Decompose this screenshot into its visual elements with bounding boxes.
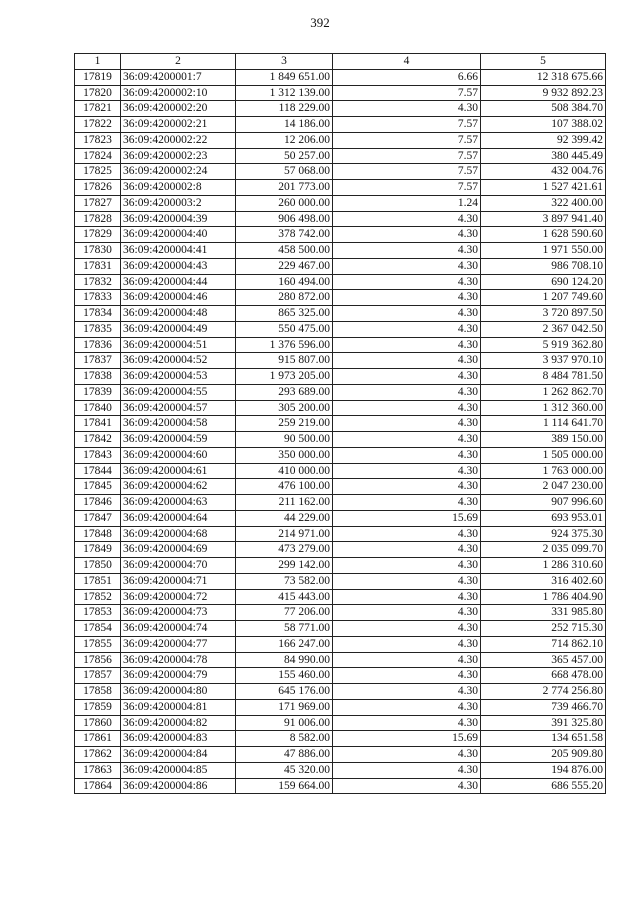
area-cell: 229 467.00 (236, 258, 333, 274)
area-cell: 906 498.00 (236, 211, 333, 227)
value-cell: 365 457.00 (481, 652, 606, 668)
cadastral-number-cell: 36:09:4200004:82 (121, 715, 236, 731)
row-number-cell: 17841 (75, 416, 121, 432)
table-row (75, 164, 606, 180)
table-row (75, 542, 606, 558)
table-row (75, 69, 606, 85)
row-number-cell: 17828 (75, 211, 121, 227)
area-cell: 91 006.00 (236, 715, 333, 731)
cadastral-number-cell: 36:09:4200004:73 (121, 605, 236, 621)
rate-cell: 4.30 (333, 558, 481, 574)
cadastral-number-cell: 36:09:4200004:64 (121, 510, 236, 526)
table-row (75, 416, 606, 432)
table-row (75, 369, 606, 385)
row-number-cell: 17845 (75, 479, 121, 495)
value-cell: 1 786 404.90 (481, 589, 606, 605)
area-cell: 645 176.00 (236, 684, 333, 700)
header-row (75, 54, 606, 70)
value-cell: 986 708.10 (481, 258, 606, 274)
value-cell: 2 774 256.80 (481, 684, 606, 700)
area-cell: 201 773.00 (236, 180, 333, 196)
row-number-cell: 17831 (75, 258, 121, 274)
area-cell: 77 206.00 (236, 605, 333, 621)
table-row (75, 85, 606, 101)
cadastral-number-cell: 36:09:4200004:86 (121, 778, 236, 794)
table-row (75, 258, 606, 274)
cadastral-number-cell: 36:09:4200004:41 (121, 243, 236, 259)
table-row (75, 195, 606, 211)
table-row (75, 384, 606, 400)
table-row (75, 321, 606, 337)
value-cell: 1 505 000.00 (481, 447, 606, 463)
table-row (75, 432, 606, 448)
cadastral-number-cell: 36:09:4200004:68 (121, 526, 236, 542)
rate-cell: 4.30 (333, 211, 481, 227)
rate-cell: 4.30 (333, 573, 481, 589)
area-cell: 73 582.00 (236, 573, 333, 589)
row-number-cell: 17821 (75, 101, 121, 117)
value-cell: 8 484 781.50 (481, 369, 606, 385)
rate-cell: 4.30 (333, 400, 481, 416)
area-cell: 915 807.00 (236, 353, 333, 369)
rate-cell: 4.30 (333, 526, 481, 542)
value-cell: 3 937 970.10 (481, 353, 606, 369)
rate-cell: 4.30 (333, 778, 481, 794)
rate-cell: 4.30 (333, 479, 481, 495)
rate-cell: 7.57 (333, 85, 481, 101)
row-number-cell: 17840 (75, 400, 121, 416)
column-header-5: 5 (481, 54, 606, 70)
row-number-cell: 17850 (75, 558, 121, 574)
area-cell: 14 186.00 (236, 117, 333, 133)
table-row (75, 353, 606, 369)
row-number-cell: 17856 (75, 652, 121, 668)
area-cell: 118 229.00 (236, 101, 333, 117)
area-cell: 8 582.00 (236, 731, 333, 747)
data-table (74, 53, 606, 794)
value-cell: 690 124.20 (481, 274, 606, 290)
cadastral-number-cell: 36:09:4200004:49 (121, 321, 236, 337)
row-number-cell: 17849 (75, 542, 121, 558)
rate-cell: 1.24 (333, 195, 481, 211)
area-cell: 1 849 651.00 (236, 69, 333, 85)
table-row (75, 447, 606, 463)
area-cell: 299 142.00 (236, 558, 333, 574)
row-number-cell: 17847 (75, 510, 121, 526)
value-cell: 714 862.10 (481, 636, 606, 652)
cadastral-number-cell: 36:09:4200004:57 (121, 400, 236, 416)
row-number-cell: 17852 (75, 589, 121, 605)
row-number-cell: 17851 (75, 573, 121, 589)
area-cell: 90 500.00 (236, 432, 333, 448)
cadastral-number-cell: 36:09:4200004:52 (121, 353, 236, 369)
cadastral-number-cell: 36:09:4200002:24 (121, 164, 236, 180)
row-number-cell: 17861 (75, 731, 121, 747)
value-cell: 1 763 000.00 (481, 463, 606, 479)
table-row (75, 274, 606, 290)
cadastral-number-cell: 36:09:4200004:85 (121, 762, 236, 778)
cadastral-number-cell: 36:09:4200004:60 (121, 447, 236, 463)
area-cell: 57 068.00 (236, 164, 333, 180)
row-number-cell: 17846 (75, 495, 121, 511)
table-row (75, 400, 606, 416)
rate-cell: 4.30 (333, 432, 481, 448)
rate-cell: 4.30 (333, 243, 481, 259)
rate-cell: 4.30 (333, 747, 481, 763)
value-cell: 432 004.76 (481, 164, 606, 180)
table-row (75, 132, 606, 148)
area-cell: 160 494.00 (236, 274, 333, 290)
area-cell: 259 219.00 (236, 416, 333, 432)
cadastral-number-cell: 36:09:4200002:10 (121, 85, 236, 101)
cadastral-number-cell: 36:09:4200004:48 (121, 306, 236, 322)
table-row (75, 495, 606, 511)
cadastral-number-cell: 36:09:4200002:23 (121, 148, 236, 164)
area-cell: 211 162.00 (236, 495, 333, 511)
cadastral-number-cell: 36:09:4200004:53 (121, 369, 236, 385)
table-row (75, 668, 606, 684)
rate-cell: 4.30 (333, 762, 481, 778)
cadastral-number-cell: 36:09:4200004:71 (121, 573, 236, 589)
area-cell: 166 247.00 (236, 636, 333, 652)
row-number-cell: 17862 (75, 747, 121, 763)
value-cell: 2 035 099.70 (481, 542, 606, 558)
cadastral-number-cell: 36:09:4200004:74 (121, 621, 236, 637)
rate-cell: 4.30 (333, 321, 481, 337)
rate-cell: 4.30 (333, 274, 481, 290)
table-row (75, 747, 606, 763)
value-cell: 316 402.60 (481, 573, 606, 589)
value-cell: 3 720 897.50 (481, 306, 606, 322)
cadastral-number-cell: 36:09:4200004:70 (121, 558, 236, 574)
table-row (75, 243, 606, 259)
area-cell: 473 279.00 (236, 542, 333, 558)
cadastral-number-cell: 36:09:4200004:44 (121, 274, 236, 290)
value-cell: 380 445.49 (481, 148, 606, 164)
cadastral-number-cell: 36:09:4200001:7 (121, 69, 236, 85)
area-cell: 293 689.00 (236, 384, 333, 400)
cadastral-number-cell: 36:09:4200004:46 (121, 290, 236, 306)
table-row (75, 290, 606, 306)
table-row (75, 778, 606, 794)
value-cell: 1 286 310.60 (481, 558, 606, 574)
rate-cell: 4.30 (333, 542, 481, 558)
rate-cell: 7.57 (333, 117, 481, 133)
page-number: 392 (310, 15, 330, 30)
cadastral-number-cell: 36:09:4200004:72 (121, 589, 236, 605)
row-number-cell: 17825 (75, 164, 121, 180)
value-cell: 389 150.00 (481, 432, 606, 448)
value-cell: 1 628 590.60 (481, 227, 606, 243)
row-number-cell: 17838 (75, 369, 121, 385)
rate-cell: 4.30 (333, 605, 481, 621)
cadastral-number-cell: 36:09:4200004:84 (121, 747, 236, 763)
area-cell: 350 000.00 (236, 447, 333, 463)
table-row (75, 636, 606, 652)
cadastral-number-cell: 36:09:4200002:8 (121, 180, 236, 196)
area-cell: 1 376 596.00 (236, 337, 333, 353)
rate-cell: 7.57 (333, 132, 481, 148)
rate-cell: 15.69 (333, 731, 481, 747)
row-number-cell: 17855 (75, 636, 121, 652)
area-cell: 155 460.00 (236, 668, 333, 684)
cadastral-number-cell: 36:09:4200004:40 (121, 227, 236, 243)
table-header (75, 54, 606, 70)
rate-cell: 4.30 (333, 636, 481, 652)
cadastral-number-cell: 36:09:4200004:69 (121, 542, 236, 558)
cadastral-number-cell: 36:09:4200004:83 (121, 731, 236, 747)
rate-cell: 4.30 (333, 290, 481, 306)
area-cell: 410 000.00 (236, 463, 333, 479)
row-number-cell: 17843 (75, 447, 121, 463)
table-row (75, 558, 606, 574)
rate-cell: 4.30 (333, 227, 481, 243)
area-cell: 12 206.00 (236, 132, 333, 148)
row-number-cell: 17833 (75, 290, 121, 306)
table-row (75, 463, 606, 479)
value-cell: 5 919 362.80 (481, 337, 606, 353)
value-cell: 1 207 749.60 (481, 290, 606, 306)
value-cell: 1 971 550.00 (481, 243, 606, 259)
area-cell: 58 771.00 (236, 621, 333, 637)
area-cell: 415 443.00 (236, 589, 333, 605)
row-number-cell: 17848 (75, 526, 121, 542)
rate-cell: 4.30 (333, 353, 481, 369)
rate-cell: 4.30 (333, 447, 481, 463)
table-row (75, 715, 606, 731)
area-cell: 305 200.00 (236, 400, 333, 416)
area-cell: 378 742.00 (236, 227, 333, 243)
area-cell: 280 872.00 (236, 290, 333, 306)
table-row (75, 306, 606, 322)
value-cell: 1 262 862.70 (481, 384, 606, 400)
column-header-4: 4 (333, 54, 481, 70)
column-header-1: 1 (75, 54, 121, 70)
value-cell: 2 047 230.00 (481, 479, 606, 495)
rate-cell: 4.30 (333, 495, 481, 511)
rate-cell: 4.30 (333, 715, 481, 731)
cadastral-number-cell: 36:09:4200004:61 (121, 463, 236, 479)
value-cell: 686 555.20 (481, 778, 606, 794)
cadastral-number-cell: 36:09:4200004:77 (121, 636, 236, 652)
row-number-cell: 17858 (75, 684, 121, 700)
table-row (75, 211, 606, 227)
table-row (75, 684, 606, 700)
table-row (75, 652, 606, 668)
row-number-cell: 17826 (75, 180, 121, 196)
row-number-cell: 17837 (75, 353, 121, 369)
table-row (75, 148, 606, 164)
cadastral-number-cell: 36:09:4200002:22 (121, 132, 236, 148)
value-cell: 668 478.00 (481, 668, 606, 684)
row-number-cell: 17854 (75, 621, 121, 637)
rate-cell: 4.30 (333, 416, 481, 432)
cadastral-number-cell: 36:09:4200004:78 (121, 652, 236, 668)
table-row (75, 510, 606, 526)
rate-cell: 4.30 (333, 684, 481, 700)
table-body (75, 69, 606, 794)
area-cell: 171 969.00 (236, 699, 333, 715)
row-number-cell: 17820 (75, 85, 121, 101)
row-number-cell: 17834 (75, 306, 121, 322)
row-number-cell: 17830 (75, 243, 121, 259)
cadastral-number-cell: 36:09:4200004:39 (121, 211, 236, 227)
table-row (75, 526, 606, 542)
cadastral-number-cell: 36:09:4200002:21 (121, 117, 236, 133)
value-cell: 107 388.02 (481, 117, 606, 133)
cadastral-number-cell: 36:09:4200002:20 (121, 101, 236, 117)
row-number-cell: 17839 (75, 384, 121, 400)
value-cell: 693 953.01 (481, 510, 606, 526)
column-header-2: 2 (121, 54, 236, 70)
rate-cell: 4.30 (333, 699, 481, 715)
rate-cell: 7.57 (333, 148, 481, 164)
area-cell: 50 257.00 (236, 148, 333, 164)
cadastral-number-cell: 36:09:4200004:79 (121, 668, 236, 684)
area-cell: 45 320.00 (236, 762, 333, 778)
value-cell: 924 375.30 (481, 526, 606, 542)
value-cell: 391 325.80 (481, 715, 606, 731)
row-number-cell: 17853 (75, 605, 121, 621)
table-row (75, 101, 606, 117)
value-cell: 9 932 892.23 (481, 85, 606, 101)
rate-cell: 6.66 (333, 69, 481, 85)
value-cell: 134 651.58 (481, 731, 606, 747)
rate-cell: 4.30 (333, 306, 481, 322)
value-cell: 1 527 421.61 (481, 180, 606, 196)
rate-cell: 4.30 (333, 384, 481, 400)
rate-cell: 4.30 (333, 621, 481, 637)
cadastral-number-cell: 36:09:4200004:63 (121, 495, 236, 511)
area-cell: 1 973 205.00 (236, 369, 333, 385)
rate-cell: 4.30 (333, 652, 481, 668)
cadastral-number-cell: 36:09:4200004:81 (121, 699, 236, 715)
value-cell: 331 985.80 (481, 605, 606, 621)
cadastral-number-cell: 36:09:4200004:58 (121, 416, 236, 432)
area-cell: 1 312 139.00 (236, 85, 333, 101)
rate-cell: 4.30 (333, 668, 481, 684)
area-cell: 214 971.00 (236, 526, 333, 542)
value-cell: 92 399.42 (481, 132, 606, 148)
area-cell: 44 229.00 (236, 510, 333, 526)
area-cell: 47 886.00 (236, 747, 333, 763)
table-row (75, 605, 606, 621)
area-cell: 260 000.00 (236, 195, 333, 211)
cadastral-number-cell: 36:09:4200004:80 (121, 684, 236, 700)
value-cell: 322 400.00 (481, 195, 606, 211)
value-cell: 907 996.60 (481, 495, 606, 511)
table-row (75, 227, 606, 243)
row-number-cell: 17819 (75, 69, 121, 85)
table-row (75, 589, 606, 605)
cadastral-number-cell: 36:09:4200004:55 (121, 384, 236, 400)
row-number-cell: 17863 (75, 762, 121, 778)
area-cell: 865 325.00 (236, 306, 333, 322)
area-cell: 458 500.00 (236, 243, 333, 259)
value-cell: 1 114 641.70 (481, 416, 606, 432)
cadastral-number-cell: 36:09:4200004:51 (121, 337, 236, 353)
row-number-cell: 17860 (75, 715, 121, 731)
table-row (75, 479, 606, 495)
table-row (75, 731, 606, 747)
row-number-cell: 17832 (75, 274, 121, 290)
rate-cell: 4.30 (333, 258, 481, 274)
area-cell: 550 475.00 (236, 321, 333, 337)
rate-cell: 4.30 (333, 337, 481, 353)
value-cell: 252 715.30 (481, 621, 606, 637)
area-cell: 84 990.00 (236, 652, 333, 668)
value-cell: 739 466.70 (481, 699, 606, 715)
value-cell: 3 897 941.40 (481, 211, 606, 227)
cadastral-number-cell: 36:09:4200004:43 (121, 258, 236, 274)
rate-cell: 7.57 (333, 180, 481, 196)
rate-cell: 4.30 (333, 463, 481, 479)
row-number-cell: 17844 (75, 463, 121, 479)
value-cell: 2 367 042.50 (481, 321, 606, 337)
value-cell: 205 909.80 (481, 747, 606, 763)
area-cell: 159 664.00 (236, 778, 333, 794)
rate-cell: 15.69 (333, 510, 481, 526)
value-cell: 12 318 675.66 (481, 69, 606, 85)
table-row (75, 762, 606, 778)
value-cell: 508 384.70 (481, 101, 606, 117)
row-number-cell: 17824 (75, 148, 121, 164)
rate-cell: 4.30 (333, 101, 481, 117)
cadastral-number-cell: 36:09:4200003:2 (121, 195, 236, 211)
row-number-cell: 17857 (75, 668, 121, 684)
row-number-cell: 17842 (75, 432, 121, 448)
rate-cell: 7.57 (333, 164, 481, 180)
table-row (75, 180, 606, 196)
area-cell: 476 100.00 (236, 479, 333, 495)
row-number-cell: 17864 (75, 778, 121, 794)
rate-cell: 4.30 (333, 369, 481, 385)
row-number-cell: 17822 (75, 117, 121, 133)
row-number-cell: 17823 (75, 132, 121, 148)
value-cell: 1 312 360.00 (481, 400, 606, 416)
table-row (75, 621, 606, 637)
rate-cell: 4.30 (333, 589, 481, 605)
row-number-cell: 17859 (75, 699, 121, 715)
column-header-3: 3 (236, 54, 333, 70)
cadastral-number-cell: 36:09:4200004:62 (121, 479, 236, 495)
row-number-cell: 17829 (75, 227, 121, 243)
table-row (75, 573, 606, 589)
cadastral-number-cell: 36:09:4200004:59 (121, 432, 236, 448)
row-number-cell: 17836 (75, 337, 121, 353)
table-row (75, 117, 606, 133)
table-row (75, 337, 606, 353)
value-cell: 194 876.00 (481, 762, 606, 778)
row-number-cell: 17835 (75, 321, 121, 337)
row-number-cell: 17827 (75, 195, 121, 211)
table-row (75, 699, 606, 715)
